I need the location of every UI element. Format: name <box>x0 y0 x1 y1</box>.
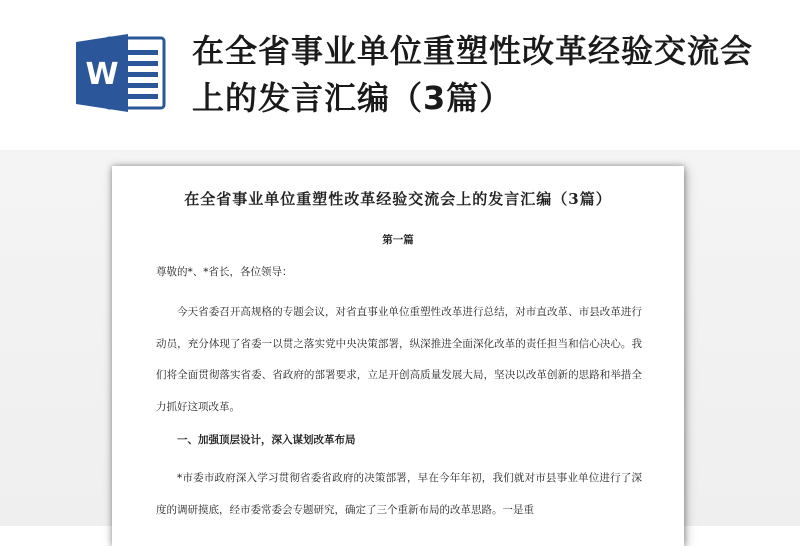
svg-text:W: W <box>85 57 119 92</box>
header-banner <box>0 0 800 150</box>
document-page <box>112 166 684 546</box>
section-label: 第一篇 <box>382 234 414 246</box>
header-title: 在全省事业单位重塑性改革经验交流会上的发言汇编（3篇） <box>192 32 754 117</box>
salutation: 尊敬的*、*省长，各位领导： <box>156 266 293 278</box>
document-title: 在全省事业单位重塑性改革经验交流会上的发言汇编（3篇） <box>184 190 612 208</box>
section-heading-1: 一、加强顶层设计，深入谋划改革布局 <box>177 434 356 446</box>
word-icon <box>72 32 168 114</box>
paragraph-2: *市委市政府深入学习贯彻省委省政府的决策部署，早在今年年初，我们就对市县事业单位进行了深度的调研摸底，经市委常委会专题研究，确定了三个重新布局的改革思路。一是重 <box>156 472 642 516</box>
paragraph-1: 今天省委召开高规格的专题会议，对省直事业单位重塑性改革进行总结，对市直改革、市县改革进行动员，充分体现了省委一以贯之落实党中央决策部署，纵深推进全面深化改革的责任担当和信心决心。我们将全面贯彻落实省委、省政府的部署要求，立足开创高质量发展大局，坚决以改革创新的思路和举措全力抓好这项改革。 <box>156 306 642 413</box>
